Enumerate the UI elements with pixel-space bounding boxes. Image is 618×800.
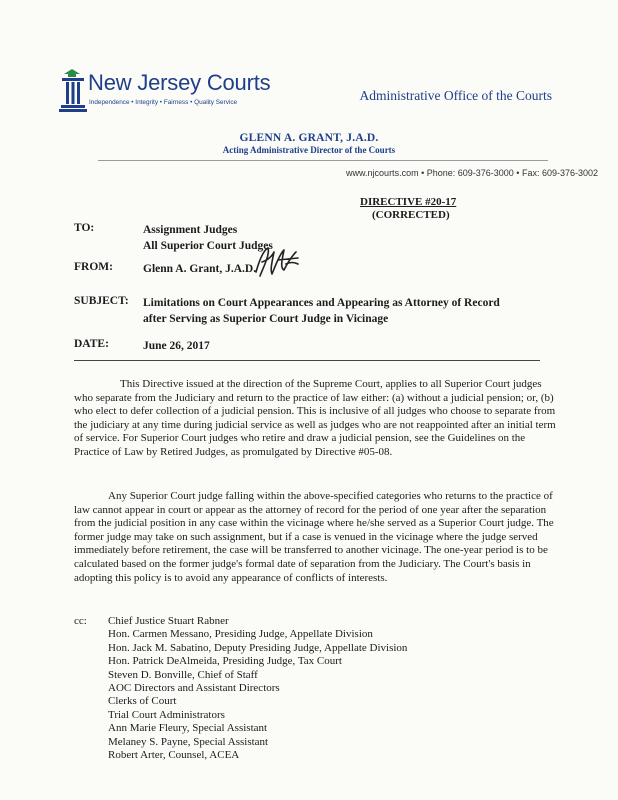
cc-recipient: Hon. Carmen Messano, Presiding Judge, Appellate Division [108,628,373,641]
body-paragraph-2: Any Superior Court judge falling within the above-specified categories who returns to the practice of law cannot appear in court or appear as the attorney of record for the period of one year after the separation from the judicial position in any case within the vicinage where he/she served as a Superior Court judge. The former judge may take on such assignment, but if a case is venued in the vicinage where the judge served immediately before retirement, the case will be transferred to another vicinage. The one-year period is to be calculated based on the former judge's formal date of separation from the Judiciary. The Court's basis in adopting this policy is to avoid any appearance of conflicts of interests. [74,490,554,584]
office-title: Administrative Office of the Courts [359,88,552,103]
from-label: FROM: [74,261,113,273]
directive-status: (CORRECTED) [372,209,450,221]
to-line: Assignment Judges [143,224,238,236]
cc-list [108,615,407,762]
nj-courts-logo [58,68,298,118]
from-value: Glenn A. Grant, J.A.D. [143,263,257,275]
cc-recipient: Steven D. Bonville, Chief of Staff [108,668,258,681]
cc-recipient: Melaney S. Payne, Special Assistant [108,735,269,748]
cc-recipient: Ann Marie Fleury, Special Assistant [108,722,268,735]
subject-line: after Serving as Superior Court Judge in Vicinage [143,313,389,325]
date-label: DATE: [74,338,109,350]
director-title: Acting Administrative Director of the Courts [222,145,396,155]
cc-recipient: Hon. Patrick DeAlmeida, Presiding Judge, Tax Court [108,655,342,668]
cc-recipient: Trial Court Administrators [108,708,225,721]
date-value: June 26, 2017 [143,340,210,352]
handwritten-signature [250,244,302,280]
cc-label: cc: [74,615,87,627]
cc-recipient: Robert Arter, Counsel, ACEA [108,749,240,762]
org-name: New Jersey Courts [88,70,271,95]
cc-recipient: Clerks of Court [108,695,177,708]
subject-label: SUBJECT: [74,295,129,307]
org-tagline: Independence • Integrity • Fairness • Quality Service [89,99,238,106]
subject-value [143,295,500,327]
cc-recipient: AOC Directors and Assistant Directors [108,682,280,695]
director-block [0,132,618,155]
contact-line: www.njcourts.com • Phone: 609-376-3000 • Fax: 609-376-3002 [346,168,598,178]
body-paragraph-1: This Directive issued at the direction of the Supreme Court, applies to all Superior Court judges who separate from the Judiciary and return to the practice of law either: (a) without a judicial pension; or, (b) who elect to defer collection of a judicial pension. This is inclusive of all judges who choose to separate from the judiciary at any time during judicial service as well as judges who are not reappointed after an initial term of service. For Superior Court judges who retire and draw a judicial pension, see the Guidelines on the Practice of Law by Retired Judges, as promulgated by Directive #05-08. [74,378,556,458]
courthouse-pillar-icon [58,68,88,116]
directive-number: DIRECTIVE #20-17 [360,196,457,208]
to-line: All Superior Court Judges [143,240,273,252]
memo-divider [74,360,540,361]
letterhead-divider [98,160,548,161]
subject-line: Limitations on Court Appearances and Appearing as Attorney of Record [143,297,500,309]
director-name: GLENN A. GRANT, J.A.D. [239,132,379,144]
cc-recipient: Hon. Jack M. Sabatino, Deputy Presiding Judge, Appellate Division [108,641,408,654]
to-label: TO: [74,222,95,234]
cc-recipient: Chief Justice Stuart Rabner [108,615,229,627]
